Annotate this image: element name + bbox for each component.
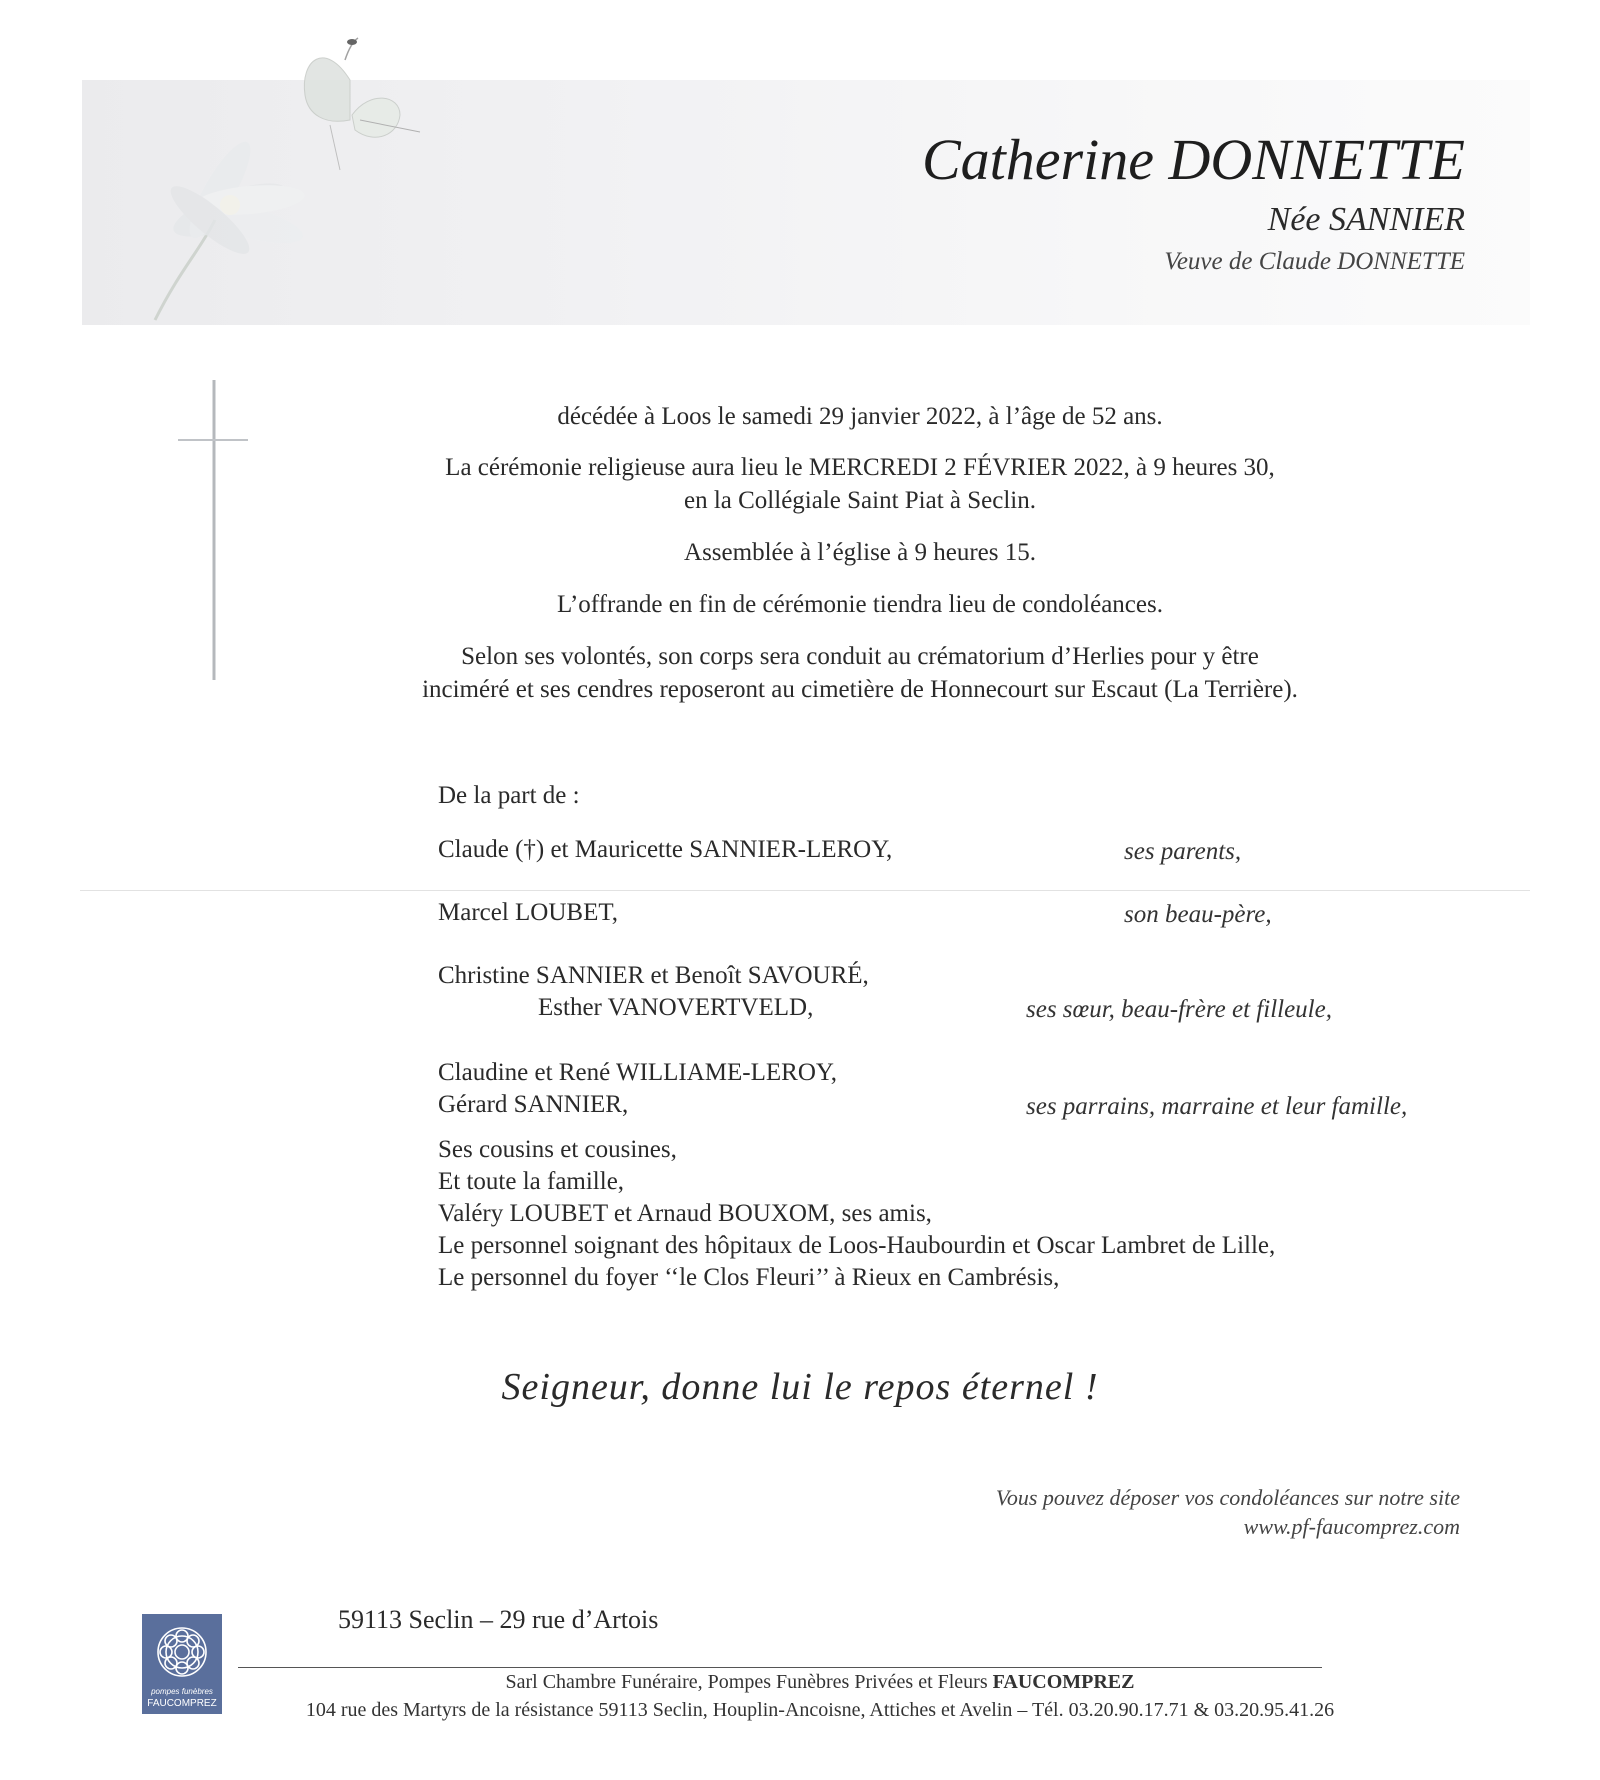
widow-of: Veuve de Claude DONNETTE <box>1164 248 1465 275</box>
cross-icon <box>178 380 248 680</box>
sister-block <box>438 960 869 1024</box>
cremation-line-1: Selon ses volontés, son corps sera conduit au crématorium d’Herlies pour y être <box>461 643 1259 670</box>
assembly-notice <box>330 536 1390 569</box>
mourner-line: Valéry LOUBET et Arnaud BOUXOM, ses amis, <box>438 1200 932 1227</box>
fold-line <box>80 890 1530 891</box>
prayer: Seigneur, donne lui le repos éternel ! <box>501 1366 1099 1408</box>
funeral-home-address: 59113 Seclin – 29 rue d’Artois <box>338 1605 659 1634</box>
footer-line-2: 104 rue des Martyrs de la résistance 59113 Seclin, Houplin-Ancoisne, Attiches et Avelin – Tél. 03.20.90.17.71 & 03.20.95.41.26 <box>305 1699 1335 1721</box>
stepfather-name: Marcel LOUBET, <box>438 899 619 926</box>
parents-relation: ses parents, <box>1124 838 1242 865</box>
mourner-line: Le personnel du foyer ‘‘le Clos Fleuri’’ à Rieux en Cambrésis, <box>438 1264 1060 1291</box>
parents-names: Claude (†) et Mauricette SANNIER-LEROY, <box>438 836 893 863</box>
godparents-relation: ses parrains, marraine et leur famille, <box>1026 1093 1408 1120</box>
sister-line-2: Esther VANOVERTVELD, <box>538 994 814 1021</box>
logo-title: FAUCOMPREZ <box>147 1698 217 1709</box>
death-line: décédée à Loos le samedi 29 janvier 2022, à l’âge de 52 ans. <box>557 403 1163 430</box>
offering-notice <box>330 588 1390 621</box>
footer-company-text: Sarl Chambre Funéraire, Pompes Funèbres Privées et Fleurs <box>505 1671 993 1693</box>
deceased-name: Catherine DONNETTE <box>922 127 1465 192</box>
ceremony-notice <box>330 451 1390 517</box>
family-intro: De la part de : <box>438 782 580 809</box>
flower-icon <box>163 135 307 263</box>
ceremony-line-1: La cérémonie religieuse aura lieu le MERCREDI 2 FÉVRIER 2022, à 9 heures 30, <box>445 454 1275 481</box>
ceremony-line-2: en la Collégiale Saint Piat à Seclin. <box>683 487 1036 514</box>
deceased-name-block <box>922 125 1465 279</box>
godparents-line-2: Gérard SANNIER, <box>438 1091 629 1118</box>
offering-line: L’offrande en fin de cérémonie tiendra lieu de condoléances. <box>557 591 1163 618</box>
godparents-block <box>438 1057 837 1121</box>
condolences-note <box>996 1483 1460 1541</box>
mourner-line: Ses cousins et cousines, <box>438 1136 677 1163</box>
sister-relation: ses sœur, beau-frère et filleule, <box>1026 996 1332 1023</box>
mourner-line: Le personnel soignant des hôpitaux de Loos-Haubourdin et Oscar Lambret de Lille, <box>438 1232 1276 1259</box>
death-notice <box>330 400 1390 433</box>
condolences-website-link[interactable]: www.pf-faucomprez.com <box>1243 1514 1460 1539</box>
sister-line-1: Christine SANNIER et Benoît SAVOURÉ, <box>438 962 869 989</box>
maiden-name: Née SANNIER <box>1267 201 1465 238</box>
footer-brand: FAUCOMPREZ <box>992 1671 1135 1693</box>
logo-subtitle: pompes funèbres <box>151 1687 213 1696</box>
cremation-line-2: inciméré et ses cendres reposeront au cimetière de Honnecourt sur Escaut (La Terrière). <box>422 676 1298 703</box>
cremation-notice <box>330 640 1390 706</box>
butterfly-flower-illustration <box>100 20 460 330</box>
other-mourners-list <box>438 1134 1275 1294</box>
assembly-line: Assemblée à l’église à 9 heures 15. <box>684 539 1036 566</box>
footer-rule <box>238 1667 1322 1668</box>
condolences-line: Vous pouvez déposer vos condoléances sur notre site <box>995 1485 1460 1510</box>
butterfly-icon <box>304 38 420 170</box>
footer-line-1 <box>200 1671 1440 1694</box>
stepfather-relation: son beau-père, <box>1124 901 1272 928</box>
godparents-line-1: Claudine et René WILLIAME-LEROY, <box>438 1059 837 1086</box>
mourner-line: Et toute la famille, <box>438 1168 625 1195</box>
